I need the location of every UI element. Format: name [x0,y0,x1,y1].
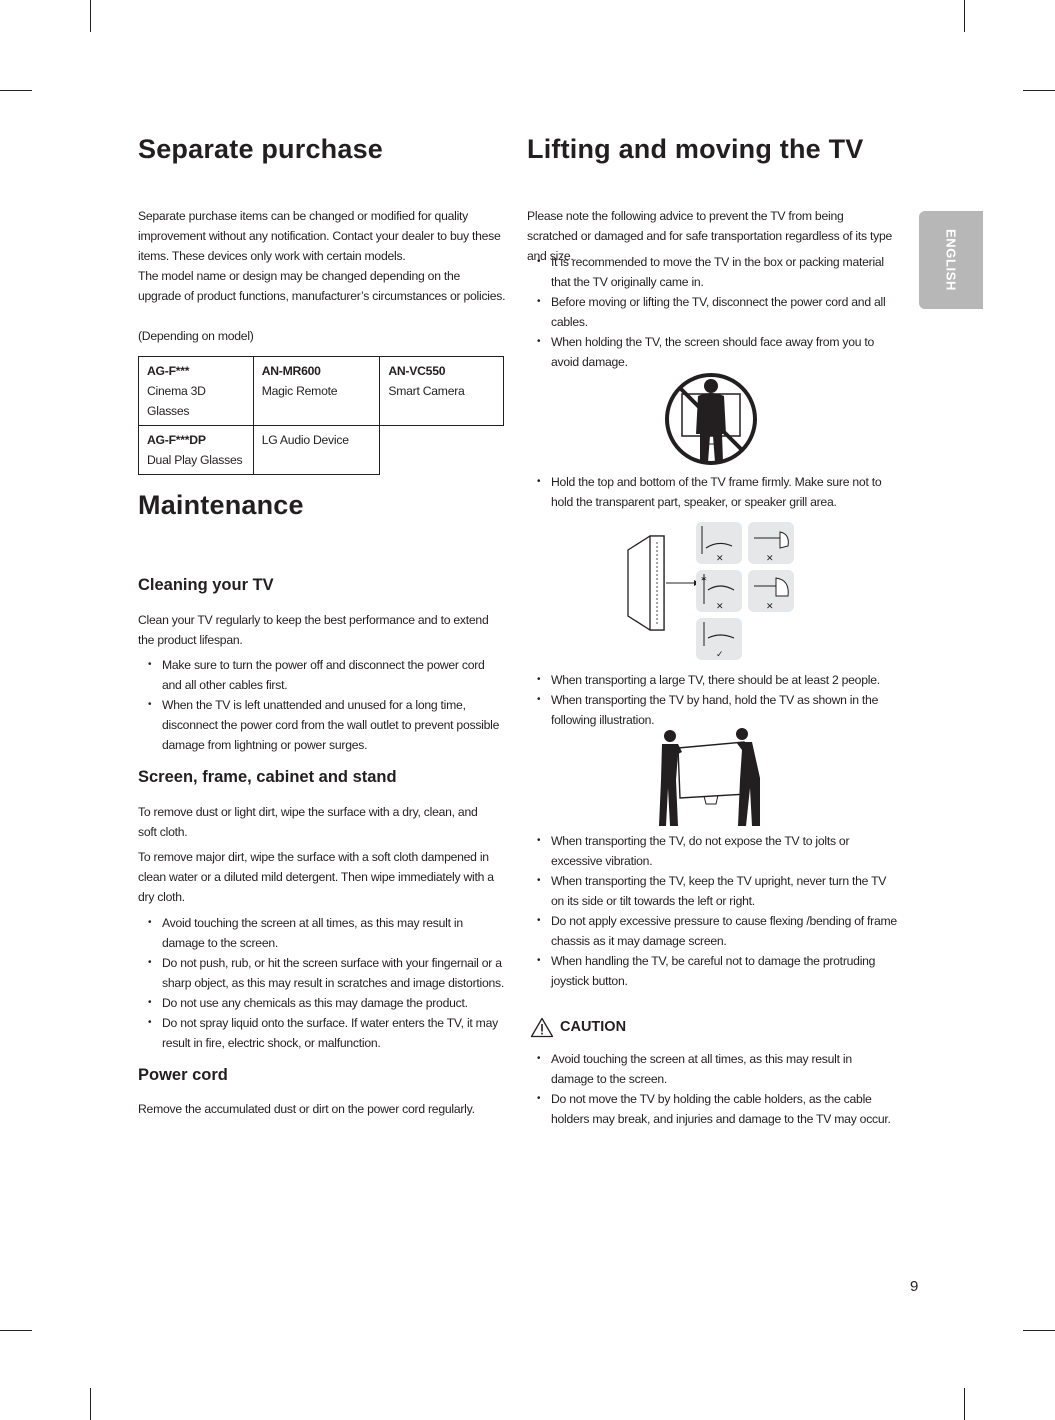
model-desc: Cinema 3D Glasses [147,384,206,418]
frame-holding-illustration [620,520,800,665]
table-cell-empty [380,426,504,475]
crop-mark [964,0,965,32]
page-number: 9 [910,1278,919,1295]
table-cell [380,357,504,426]
lifting-intro: Please note the following advice to prevent the TV from being scratched or damaged and for safe transportation regardless of its type and size. [527,209,893,263]
crop-mark [90,0,91,32]
model-desc: Smart Camera [388,384,465,398]
model-desc: LG Audio Device [261,433,349,447]
lifting-bullets-4 [527,831,897,991]
hold-example-1 [696,522,742,564]
caution-bullets [527,1049,897,1129]
hold-example-4 [748,570,794,612]
power-cord-para: Remove the accumulated dust or dirt on the power cord regularly. [138,1102,475,1116]
lifting-title: Lifting and moving the TV [527,134,864,164]
list-item: • When handling the TV, be careful not to damage the protruding joystick button. [527,951,897,991]
language-tab [919,211,983,309]
list-item: • It is recommended to move the TV in the box or packing material that the TV originally came in. [527,252,897,292]
maintenance-title: Maintenance [138,490,304,520]
lifting-bullets-2 [527,472,897,512]
hold-example-correct [696,618,742,660]
no-hugging-tv-illustration [664,372,758,466]
model-desc: Magic Remote [261,384,338,398]
crop-mark [90,1388,91,1420]
list-item: • Make sure to turn the power off and disconnect the power cord and all other cables first. [138,655,506,695]
separate-purchase-para1: Separate purchase items can be changed or modified for quality improvement without any notification. Contact your dealer to buy these items. These devices only work with certain models. [138,209,501,263]
accessory-table [138,356,504,475]
table-cell [253,426,380,475]
crop-mark [964,1388,965,1420]
list-item: • Hold the top and bottom of the TV frame firmly. Make sure not to hold the transparent part, speaker, or speaker grill area. [527,472,897,512]
table-row [139,357,504,426]
cleaning-bullets [138,655,506,755]
list-item: • Before moving or lifting the TV, disconnect the power cord and all cables. [527,292,897,332]
hold-example-2 [748,522,794,564]
list-item: • Do not spray liquid onto the surface. If water enters the TV, it may result in fire, electric shock, or malfunction. [138,1013,506,1053]
list-item: • When holding the TV, the screen should face away from you to avoid damage. [527,332,897,372]
list-item: • When transporting the TV, do not expose the TV to jolts or excessive vibration. [527,831,897,871]
model-name: AG-F***DP [147,433,206,447]
svg-text:✕: ✕ [766,601,774,611]
model-desc: Dual Play Glasses [147,453,243,467]
depending-on-model-note: (Depending on model) [138,329,254,343]
model-name: AG-F*** [147,364,190,378]
two-people-carrying-illustration [656,728,766,826]
cleaning-intro: Clean your TV regularly to keep the best performance and to extend the product lifespan. [138,613,489,647]
list-item: • When the TV is left unattended and unused for a long time, disconnect the power cord from the wall outlet to prevent possible damage from lightning or power surges. [138,695,506,755]
crop-mark [0,90,32,91]
warning-triangle-icon [530,1017,554,1038]
table-row [139,426,504,475]
screen-para2: To remove major dirt, wipe the surface with a soft cloth dampened in clean water or a diluted mild detergent. Then wipe immediately with a dry cloth. [138,850,494,904]
table-cell [139,426,254,475]
svg-text:✕: ✕ [716,601,724,611]
svg-text:✶: ✶ [700,574,708,584]
table-cell [139,357,254,426]
list-item: • Avoid touching the screen at all times, as this may result in damage to the screen. [527,1049,897,1089]
list-item: • Do not apply excessive pressure to cause flexing /bending of frame chassis as it may damage screen. [527,911,897,951]
separate-purchase-title: Separate purchase [138,134,384,164]
power-cord-heading: Power cord [138,1066,228,1084]
cleaning-heading: Cleaning your TV [138,576,274,594]
crop-mark [1023,90,1055,91]
screen-para1: To remove dust or light dirt, wipe the surface with a dry, clean, and soft cloth. [138,805,478,839]
caution-label: CAUTION [560,1019,627,1035]
lifting-bullets-3 [527,670,897,730]
table-cell [253,357,380,426]
screen-heading: Screen, frame, cabinet and stand [138,768,397,786]
screen-bullets [138,913,506,1053]
crop-mark [1023,1330,1055,1331]
list-item: • When transporting the TV by hand, hold the TV as shown in the following illustration. [527,690,897,730]
list-item: • Do not push, rub, or hit the screen surface with your fingernail or a sharp object, as this may result in scratches and image distortions. [138,953,506,993]
svg-text:✓: ✓ [716,649,724,659]
list-item: • Do not move the TV by holding the cable holders, as the cable holders may break, and injuries and damage to the TV may occur. [527,1089,897,1129]
list-item: • Avoid touching the screen at all times, as this may result in damage to the screen. [138,913,506,953]
model-name: AN-MR600 [261,364,321,378]
lifting-bullets-1 [527,252,897,372]
caution-heading [530,1016,626,1038]
list-item: • When transporting the TV, keep the TV upright, never turn the TV on its side or tilt towards the left or right. [527,871,897,911]
list-item: • When transporting a large TV, there should be at least 2 people. [527,670,897,690]
separate-purchase-para2: The model name or design may be changed depending on the upgrade of product functions, manufacturer’s circumstances or policies. [138,269,506,303]
hold-example-3 [696,570,742,612]
svg-text:✕: ✕ [716,553,724,563]
model-name: AN-VC550 [388,364,446,378]
language-tab-label: ENGLISH [943,229,959,291]
crop-mark [0,1330,32,1331]
list-item: • Do not use any chemicals as this may damage the product. [138,993,506,1013]
svg-text:✕: ✕ [766,553,774,563]
